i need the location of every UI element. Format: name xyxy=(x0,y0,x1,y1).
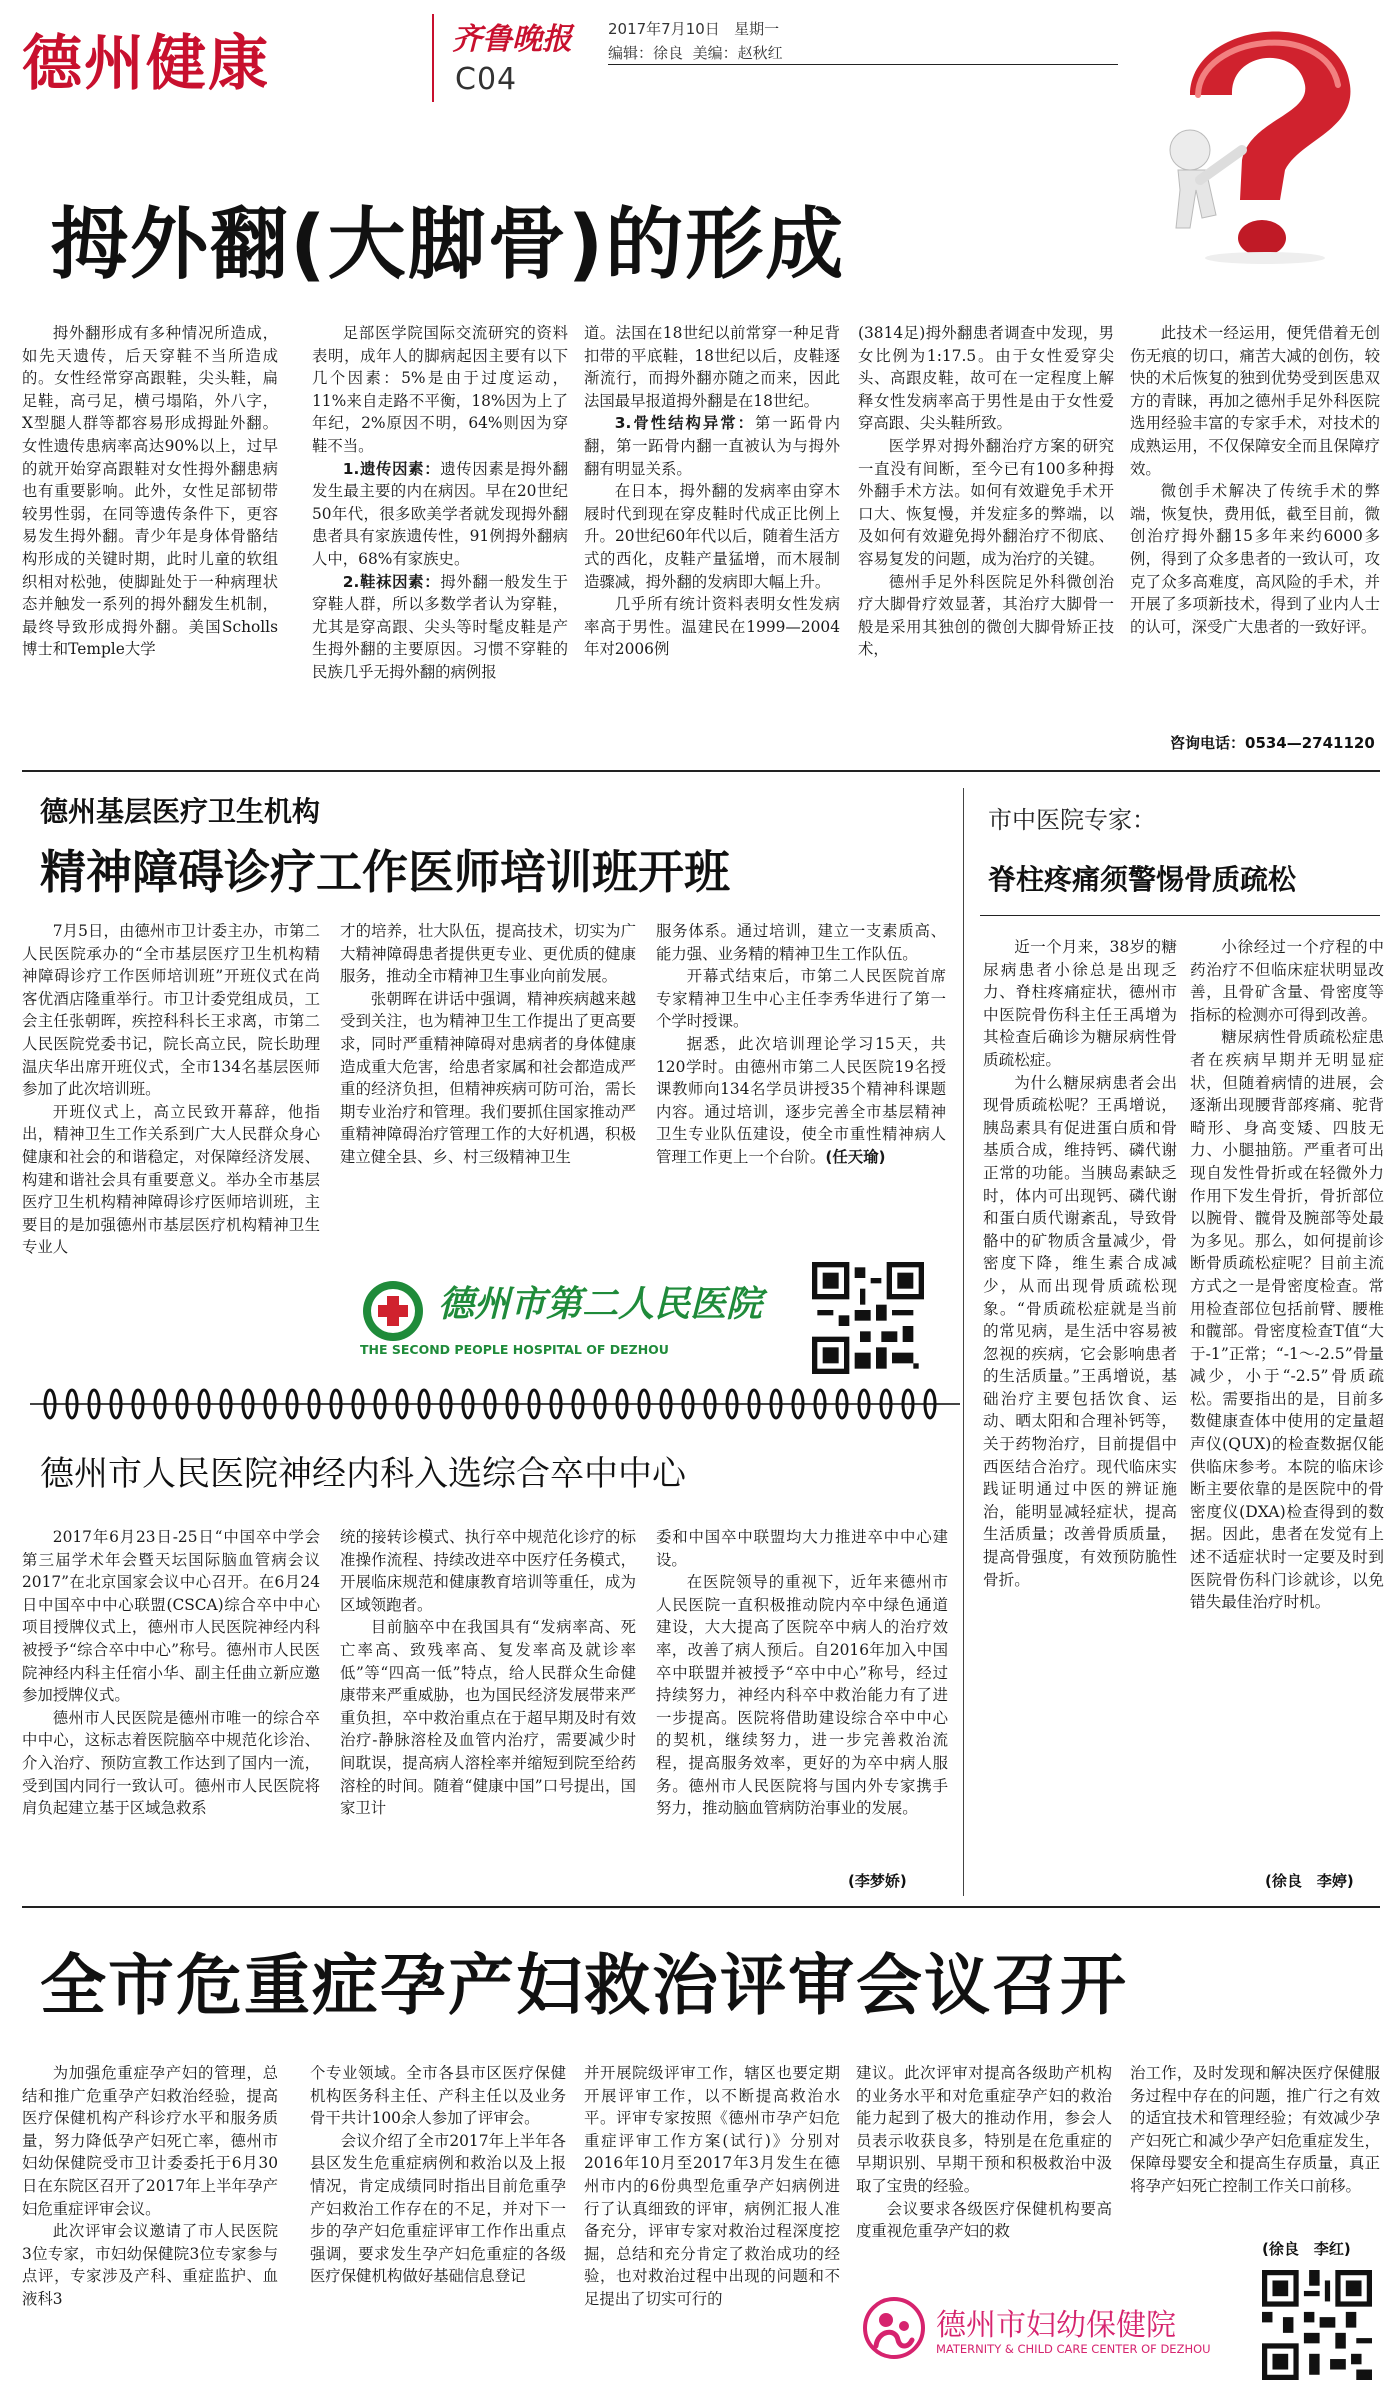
hospital-name-en: THE SECOND PEOPLE HOSPITAL OF DEZHOU xyxy=(360,1342,669,1357)
maternity-name-cn: 德州市妇幼保健院 xyxy=(936,2308,1176,2343)
article3-title-rule xyxy=(980,915,1380,916)
article4-c2a: 统的接转诊模式、执行卒中规范化诊疗的标准操作流程、持续改进卒中医疗任务模式，开展临床规范和健康教育培训等重任，成为区域领跑者。 xyxy=(340,1528,636,1614)
article3-col1 xyxy=(983,936,1177,1896)
article3-c2a: 小徐经过一个疗程的中药治疗不但临床症状明显改善，且骨矿含量、骨密度等指标的检测亦可得到改善。 xyxy=(1190,938,1384,1024)
article2-col3 xyxy=(656,920,946,1258)
article2-c3c xyxy=(656,1033,946,1169)
article3-col2 xyxy=(1190,936,1384,1866)
staff-line xyxy=(608,42,783,63)
article2-c2b: 张朝晖在讲话中强调，精神疾病越来越受到关注，也为精神卫生工作提出了更高要求，同时严重精神障碍对患病者的身体健康造成重大危害，给患者家属和社会都造成严重的经济负担，但精神疾病可防可治，需长期专业治疗和管理。我们要抓住国家推动严重精神障碍治疗管理工作的大好机遇，积极建立健全县、乡、村三级精神卫生 xyxy=(340,989,636,1166)
article2-c2a: 才的培养，壮大队伍，提高技术，切实为广大精神障碍患者提供更专业、更优质的健康服务，推动全市精神卫生事业向前发展。 xyxy=(340,922,636,986)
article1-c3-para2 xyxy=(584,412,840,480)
article5-signature: (徐良 李红) xyxy=(1262,2240,1351,2258)
article2-col1 xyxy=(22,920,320,1375)
article2-kicker: 德州基层医疗卫生机构 xyxy=(40,795,321,828)
article1-col2 xyxy=(312,322,568,754)
hospital-name-cn: 德州市第二人民医院 xyxy=(438,1283,763,1325)
right-column-divider xyxy=(963,788,964,1896)
hospital-emblem-icon xyxy=(360,1278,426,1344)
article3-signature: (徐良 李婷) xyxy=(1265,1872,1354,1890)
article1-c2a: 足部医学院国际交流研究的资料表明，成年人的脚病起因主要有以下几个因素：5%是由于过度运动，11%来自走路不平衡，18%因为上了年纪，2%原因不明，64%则因为穿鞋不当。 xyxy=(312,324,568,455)
qr-code-maternity xyxy=(1262,2270,1372,2380)
section-title: 德州健康 xyxy=(22,29,270,99)
designer: 美编：赵秋红 xyxy=(692,44,783,62)
article2-c1a: 7月5日，由德州市卫计委主办，市第二人民医院承办的“全市基层医疗卫生机构精神障碍诊疗工作医师培训班”开班仪式在尚客优酒店隆重举行。市卫计委党组成员，工会主任张朝晖，疾控科科长王求离，市第二人民医院党委书记，院长高立民，院长助理温庆华出席开班仪式，全市134名基层医师参加了此次培训班。 xyxy=(22,922,320,1099)
article4-c1b: 德州市人民医院是德州市唯一的综合卒中中心，这标志着医院脑卒中规范化诊治、介入治疗、预防宣教工作达到了国内一流，受到国内同行一致认可。德州市人民医院将肩负起建立基于区域急救系 xyxy=(22,1708,320,1818)
article1-c5a: 此技术一经运用，便凭借着无创伤无痕的切口，痛苦大减的创伤，较快的术后恢复的独到优势受到医患双方的青睐，再加之德州手足外科医院选用经验丰富的专家手术，对技术的成熟运用，不仅保障安全而且保障疗效。 xyxy=(1130,324,1380,478)
article2-signature: (任天瑜) xyxy=(825,1147,886,1166)
article2-c3b: 开幕式结束后，市第二人民医院首席专家精神卫生中心主任李秀华进行了第一个学时授课。 xyxy=(656,967,946,1031)
maternity-name-en: MATERNITY & CHILD CARE CENTER OF DEZHOU xyxy=(936,2342,1211,2356)
article5-title: 全市危重症孕产妇救治评审会议召开 xyxy=(40,1947,1128,2024)
article5-col5 xyxy=(1130,2062,1380,2252)
article2-col2 xyxy=(340,920,636,1258)
article1-phone: 咨询电话：0534—2741120 xyxy=(1170,734,1375,752)
article1-c1: 拇外翻形成有多种情况所造成，如先天遗传，后天穿鞋不当所造成的。女性经常穿高跟鞋，尖头鞋，扁足鞋，高弓足，横弓塌陷，外八字，X型腿人群等都容易形成拇趾外翻。女性遗传患病率高达90%以上，过早的就开始穿高跟鞋对女性拇外翻患病也有重要影响。此外，女性足部韧带较男性弱，在同等遗传条件下，更容易发生拇外翻。青少年是身体骨骼结构形成的关键时期，此时儿童的软组织相对松弛，使脚趾处于一种病理状态并触发一系列的拇外翻发生机制，最终导致形成拇外翻。美国Scholls博士和Temple大学 xyxy=(22,324,278,659)
article1-c2c: 遗传因素是拇外翻发生最主要的内在病因。早在20世纪50年代，很多欧美学者就发现拇外翻患者具有家族遗传性，91例拇外翻病人中，68%有家族史。 xyxy=(312,459,568,568)
article5-c2b: 会议介绍了全市2017年上半年各县区发生危重症病例和救治以及上报情况，肯定成绩同时指出目前危重孕产妇救治工作存在的不足，并对下一步的孕产妇危重症评审工作作出重点强调，要求发生孕产妇危重症的各级医疗保健机构做好基础信息登记 xyxy=(310,2131,566,2286)
article1-title: 拇外翻(大脚骨)的形成 xyxy=(50,200,846,290)
article1-c2d: 2.鞋袜因素： xyxy=(342,572,441,591)
article2-c3c-text: 据悉，此次培训理论学习15天，共120学时。由德州市第二人民医院19名授课教师向134名学员讲授35个精神科课题内容。通过培训，逐步完善全市基层精神卫生专业队伍建设，使全市重性精神病人管理工作更上一个台阶。 xyxy=(656,1034,946,1166)
maternity-emblem-icon xyxy=(862,2296,926,2360)
article1-c5b: 微创手术解决了传统手术的弊端，恢复快，费用低，截至目前，微创治疗拇外翻15多年来约6000多例，得到了众多患者的一致认可，攻克了众多高难度，高风险的手术，并开展了多项新技术，得到了业内人士的认可，深受广大患者的一致好评。 xyxy=(1130,482,1380,636)
article4-c1a: 2017年6月23日-25日“中国卒中学会第三届学术年会暨天坛国际脑血管病会议2017”在北京国家会议中心召开。在6月24日中国卒中中心联盟(CSCA)综合卒中中心项目授牌仪式上，德州市人民医院神经内科被授予“综合卒中中心”称号。德州市人民医院神经内科主任宿小华、副主任曲立新应邀参加授牌仪式。 xyxy=(22,1528,320,1705)
article5-col1 xyxy=(22,2062,278,2382)
article5-c4a: 建议。此次评审对提高各级助产机构的业务水平和对危重症孕产妇的救治能力起到了极大的推动作用，参会人员表示收获良多，特别是在危重症的早期识别、早期干预和积极救治中汲取了宝贵的经验。 xyxy=(856,2064,1112,2195)
article3-title: 脊柱疼痛须警惕骨质疏松 xyxy=(988,863,1297,896)
article1-c2e: 拇外翻一般发生于穿鞋人群，所以多数学者认为穿鞋，尤其是穿高跟、尖头等时髦皮鞋是产生拇外翻的主要原因。习惯不穿鞋的民族几乎无拇外翻的病例报 xyxy=(312,572,568,681)
article1-c2b: 1.遗传因素： xyxy=(342,459,441,478)
article3-kicker: 市中医院专家： xyxy=(988,806,1156,834)
article3-c2b: 糖尿病性骨质疏松症患者在疾病早期并无明显症状，但随着病情的进展，会逐渐出现腰背部疼痛、驼背畸形、身高变矮、四肢无力、小腿抽筋。严重者可出现自发性骨折或在轻微外力作用下发生骨折，骨折部位以腕骨、髋骨及腕部等处最为多见。那么，如何提前诊断骨质疏松症呢？目前主流方式之一是骨密度检查。常用检查部位包括前臂、腰椎和髋部。骨密度检查T值“大于-1”正常；“-1～-2.5”骨量减少，小于“-2.5”骨质疏松。需要指出的是，目前多数健康查体中使用的定量超声仪(QUX)的检查数据仅能供临床参考。本院的临床诊断主要依靠的是医院中的骨密度仪(DXA)检查得到的数据。因此，患者在发觉有上述不适症状时一定要及时到医院骨伤科门诊就诊，以免错失最佳治疗时机。 xyxy=(1190,1028,1384,1612)
article3-c1b: 为什么糖尿病患者会出现骨质疏松呢？王禹增说，胰岛素具有促进蛋白质和骨基质合成，维持钙、磷代谢正常的功能。当胰岛素缺乏时，体内可出现钙、磷代谢和蛋白质代谢紊乱，导致骨骼中的矿物质含量减少，骨密度下降，维生素合成减少，从而出现骨质疏松现象。“骨质疏松症就是当前的常见病，是生活中容易被忽视的疾病，它会影响患者的生活质量。”王禹增说，基础治疗主要包括饮食、运动、晒太阳和合理补钙等，关于药物治疗，目前提倡中西医结合治疗。现代临床实践证明通过中医的辨证施治，能明显减轻症状，提高生活质量；改善骨质质量，提高骨强度，有效预防脆性骨折。 xyxy=(983,1073,1177,1589)
issue-date-line xyxy=(608,18,779,39)
article2-c3a: 服务体系。通过培训，建立一支素质高、能力强、业务精的精神卫生工作队伍。 xyxy=(656,922,946,963)
editor: 编辑：徐良 xyxy=(608,44,684,62)
qr-code-hospital2 xyxy=(812,1262,924,1374)
hospital-logo xyxy=(360,1270,800,1360)
article1-c2-para2 xyxy=(312,458,568,571)
article1-c3a: 道。法国在18世纪以前常穿一种足背扣带的平底鞋，18世纪以后，皮鞋逐渐流行，而拇外翻亦随之而来，因此法国最早报道拇外翻是在18世纪。 xyxy=(584,324,840,410)
article4-title: 德州市人民医院神经内科入选综合卒中中心 xyxy=(40,1454,686,1494)
article5-c1a: 为加强危重症孕产妇的管理，总结和推广危重孕产妇救治经验，提高医疗保健机构产科诊疗水平和服务质量，努力降低孕产妇死亡率，德州市妇幼保健院受市卫计委委托于6月30日在东院区召开了2017年上半年孕产妇危重症评审会议。 xyxy=(22,2064,278,2218)
article1-c2-para3 xyxy=(312,571,568,684)
article1-col1 xyxy=(22,322,278,754)
maternity-logo xyxy=(862,2292,1252,2372)
article1-c4a: (3814足)拇外翻患者调查中发现，男女比例为1:17.5。由于女性爱穿尖头、高跟皮鞋，故可在一定程度上解释女性发病率高于男性是由于女性爱穿高跟、尖头鞋所致。 xyxy=(858,324,1114,433)
article3-c1a: 近一个月来，38岁的糖尿病患者小徐总是出现乏力、脊柱疼痛症状，德州市中医院骨伤科主任王禹增为其检查后确诊为糖尿病性骨质疏松症。 xyxy=(983,938,1177,1069)
article5-c4b: 会议要求各级医疗保健机构要高度重视危重孕产妇的救 xyxy=(856,2199,1112,2241)
article4-col1 xyxy=(22,1526,320,1896)
article2-c1b: 开班仪式上，高立民致开幕辞，他指出，精神卫生工作关系到广大人民群众身心健康和社会的和谐稳定，对保障经济发展、构建和谐社会具有重要意义。举办全市基层医疗卫生机构精神障碍诊疗医师培训班，主要目的是加强德州市基层医疗机构精神卫生专业人 xyxy=(22,1102,320,1257)
article5-col4 xyxy=(856,2062,1112,2274)
paper-logo: 齐鲁晚报 xyxy=(452,22,572,57)
article5-col3 xyxy=(584,2062,840,2382)
article5-c3a: 并开展院级评审工作，辖区也要定期开展评审工作，以不断提高救治水平。评审专家按照《德州市孕产妇危重症评审工作方案(试行)》分别对2016年10月至2017年3月发生在德州市内的6份典型危重孕产妇病例进行了认真细致的评审，病例汇报人准备充分，评审专家对救治过程深度挖掘，总结和充分肯定了救治成功的经验，也对救治过程中出现的问题和不足提出了切实可行的 xyxy=(584,2064,840,2308)
article2-title: 精神障碍诊疗工作医师培训班开班 xyxy=(40,845,730,899)
spiral-binding-divider xyxy=(30,1386,960,1422)
article1-c3b: 3.骨性结构异常： xyxy=(614,414,756,433)
article4-signature: (李梦娇) xyxy=(848,1872,907,1890)
article1-c3c: 第一跖骨内翻，第一跖骨内翻一直被认为与拇外翻有明显关系。 xyxy=(584,414,840,478)
article5-c5a: 治工作，及时发现和解决医疗保健服务过程中存在的问题，推广行之有效的适宜技术和管理经验；有效减少孕产妇死亡和减少孕产妇危重症发生，保障母婴安全和提高生存质量，真正将孕产妇死亡控制工作关口前移。 xyxy=(1130,2064,1380,2195)
article1-col3 xyxy=(584,322,840,754)
issue-weekday: 星期一 xyxy=(734,20,780,38)
article1-col5 xyxy=(1130,322,1380,732)
article5-c2a: 个专业领域。全市各县市区医疗保健机构医务科主任、产科主任以及业务骨干共计100余人参加了评审会。 xyxy=(310,2064,566,2128)
article1-c4b: 医学界对拇外翻治疗方案的研究一直没有间断，至今已有100多种拇外翻手术方法。如何有效避免手术开口大、恢复慢，并发症多的弊端，以及如何有效避免拇外翻治疗不彻底、容易复发的问题，成为治疗的关键。 xyxy=(858,436,1114,568)
article4-c3b: 在医院领导的重视下，近年来德州市人民医院一直积极推动院内卒中绿色通道建设，大大提高了医院卒中病人的治疗效率，改善了病人预后。自2016年加入中国卒中联盟并被授予“卒中中心”称号，经过持续努力，神经内科卒中救治能力有了进一步提高。医院将借助建设综合卒中中心的契机，继续努力，进一步完善救治流程，提高服务效率，更好的为卒中病人服务。德州市人民医院将与国内外专家携手努力，推动脑血管病防治事业的发展。 xyxy=(656,1573,948,1818)
issue-date: 2017年7月10日 xyxy=(608,20,720,38)
article4-col2 xyxy=(340,1526,636,1896)
masthead-rule xyxy=(608,64,1118,65)
article4-col3 xyxy=(656,1526,948,1866)
page-number: C04 xyxy=(455,62,518,97)
article5-col2 xyxy=(310,2062,566,2382)
article4-c2b: 目前脑卒中在我国具有“发病率高、死亡率高、致残率高、复发率高及就诊率低”等“四高一低”特点，给人民群众生命健康带来严重威胁，也为国民经济发展带来严重负担，卒中救治重点在于超早期及时有效治疗-静脉溶栓及血管内治疗，需要减少时间耽误，提高病人溶栓率并缩短到院至给药溶栓的时间。随着“健康中国”口号提出，国家卫计 xyxy=(340,1618,636,1818)
article5-c1b: 此次评审会议邀请了市人民医院3位专家，市妇幼保健院3位专家参与点评，专家涉及产科、重症监护、血液科3 xyxy=(22,2222,278,2308)
question-mark-illustration xyxy=(1120,0,1395,270)
article4-c3a: 委和中国卒中联盟均大力推进卒中中心建设。 xyxy=(656,1528,948,1569)
article1-c3e: 几乎所有统计资料表明女性发病率高于男性。温建民在1999—2004年对2006例 xyxy=(584,595,840,659)
article1-c4c: 德州手足外科医院足外科微创治疗大脚骨疗效显著，其治疗大脚骨一般是采用其独创的微创大脚骨矫正技术， xyxy=(858,572,1114,659)
section-rule-1 xyxy=(22,770,1380,772)
article1-col4 xyxy=(858,322,1114,754)
section-rule-2 xyxy=(22,1906,1380,1908)
article1-c3d: 在日本，拇外翻的发病率由穿木屐时代到现在穿皮鞋时代成正比例上升。20世纪60年代以后，随着生活方式的西化，皮鞋产量猛增，而木屐制造骤减，拇外翻的发病即大幅上升。 xyxy=(584,482,840,591)
masthead-divider xyxy=(432,14,434,102)
